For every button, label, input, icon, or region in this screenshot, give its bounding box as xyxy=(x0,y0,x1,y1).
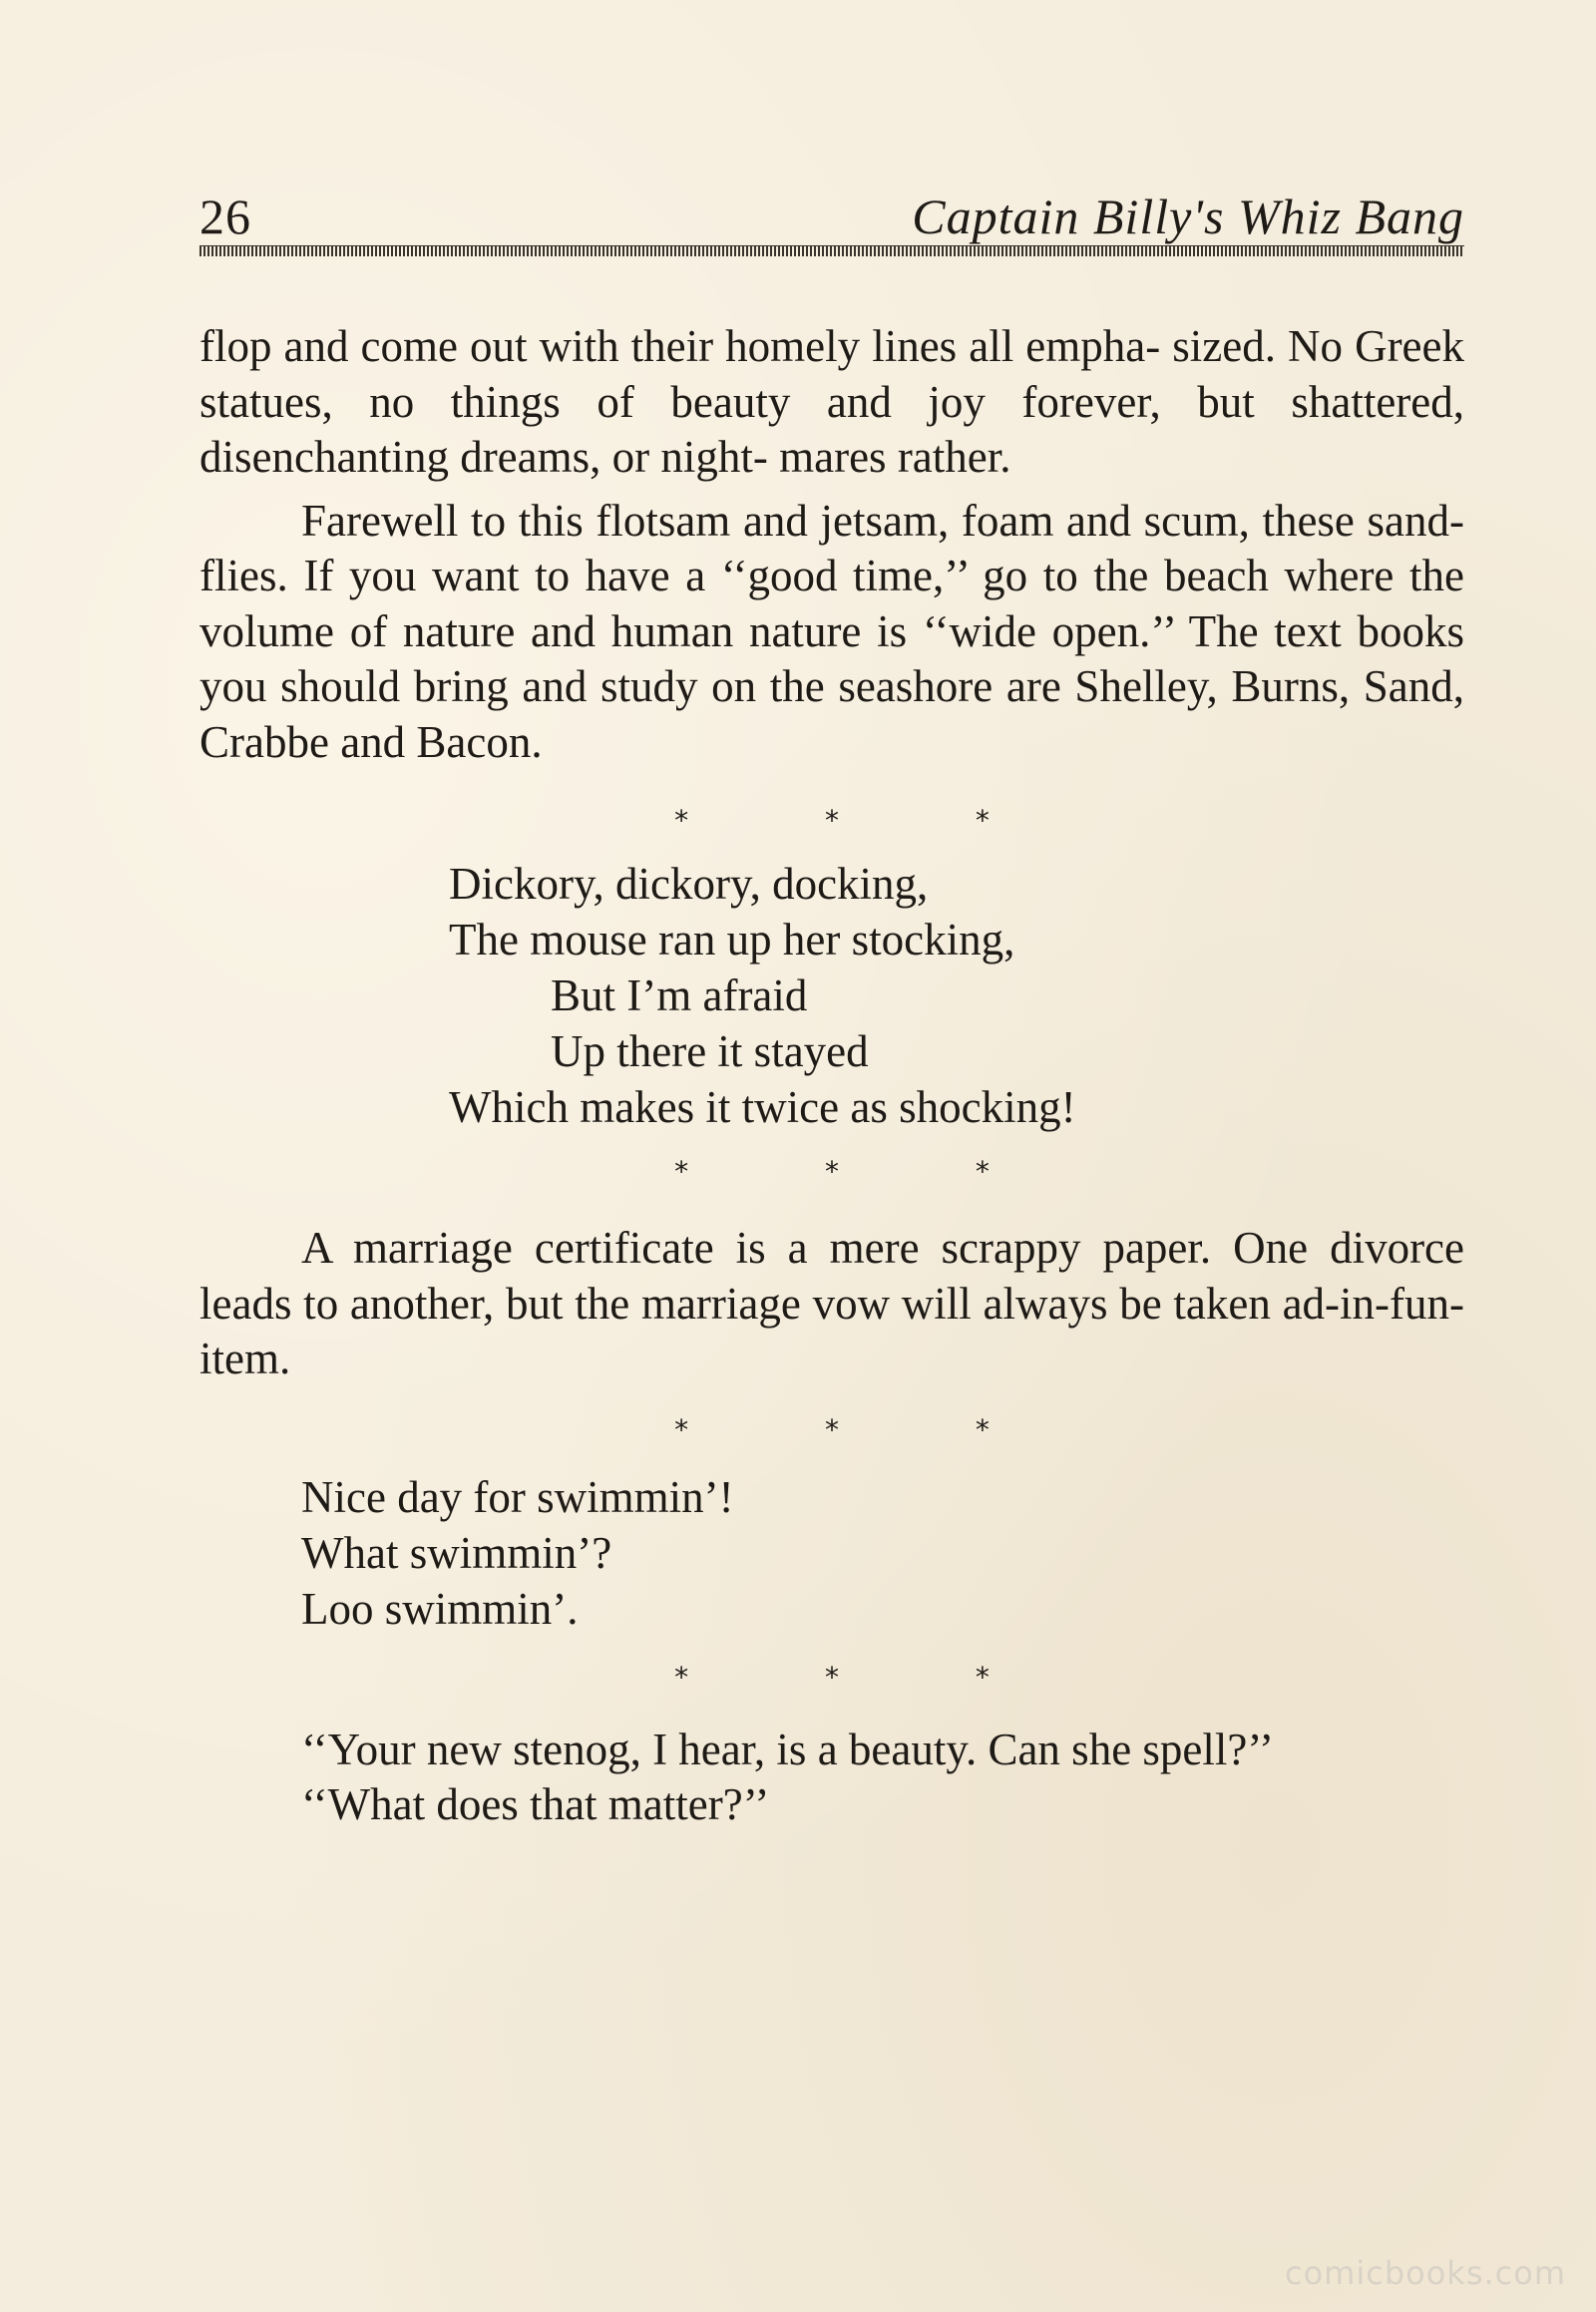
section-separator: * * * xyxy=(674,1155,1053,1188)
paragraph-5: ‘‘What does that matter?’’ xyxy=(301,1779,770,1829)
para3-line: A marriage certificate is a mere scrappy paper. xyxy=(301,1223,1234,1273)
paragraph-3 xyxy=(200,1221,1464,1387)
paragraph-2 xyxy=(200,494,1464,771)
section-separator: * * * xyxy=(674,804,1053,837)
page-body xyxy=(200,319,1464,1833)
poem1-line: Which makes it twice as shocking! xyxy=(449,1082,1076,1132)
para3-line: will always be taken ad-in-fun-item. xyxy=(200,1278,1464,1383)
section-separator: * * * xyxy=(674,1660,1053,1694)
header-rule xyxy=(200,245,1464,256)
section-separator: * * * xyxy=(674,1412,1053,1446)
para1-line: mares rather. xyxy=(779,432,1011,482)
page-number: 26 xyxy=(200,189,251,244)
para2-line: Farewell to this flotsam and jetsam, foam and xyxy=(301,495,1144,546)
para3-line: One divorce leads to another, but the marriage vow xyxy=(200,1223,1465,1329)
para1-line: sized. No Greek statues, no things of beauty and joy xyxy=(200,321,1465,427)
para1-line: flop and come out with their homely lines all empha- xyxy=(200,321,1173,371)
para4-line: ‘‘Your new stenog, I hear, is a beauty. Can she xyxy=(301,1724,1143,1774)
running-head: Captain Billy's Whiz Bang xyxy=(912,189,1464,244)
page-header xyxy=(200,182,1464,251)
watermark: comicbooks.com xyxy=(1284,2254,1566,2292)
poem1-line: But I’m afraid xyxy=(551,970,808,1020)
paragraph-1 xyxy=(200,319,1464,486)
poem2-line: Nice day for swimmin’! xyxy=(301,1471,734,1522)
poem2-line: What swimmin’? xyxy=(301,1527,612,1578)
poem2-line: Loo swimmin’. xyxy=(301,1583,579,1634)
poem1-line: Dickory, dickory, docking, xyxy=(449,859,929,909)
para2-line: time,’’ go to the beach where the volume of nature and xyxy=(200,551,1464,656)
para4-line: spell?’’ xyxy=(1142,1724,1275,1774)
para2-line: should bring and study on the seashore are Shelley, xyxy=(280,661,1232,711)
para2-line: Burns, Sand, Crabbe and Bacon. xyxy=(200,661,1464,767)
para2-line: scum, these sand-flies. If you want to have a ‘‘good xyxy=(200,495,1465,600)
poem1-line: The mouse ran up her stocking, xyxy=(449,915,1015,964)
paragraph-4 xyxy=(200,1723,1464,1778)
para1-line: forever, but shattered, disenchanting dreams, or night- xyxy=(200,376,1465,482)
para2-line: human nature is ‘‘wide open.’’ The text books you xyxy=(200,605,1464,711)
poem1-line: Up there it stayed xyxy=(551,1026,869,1076)
